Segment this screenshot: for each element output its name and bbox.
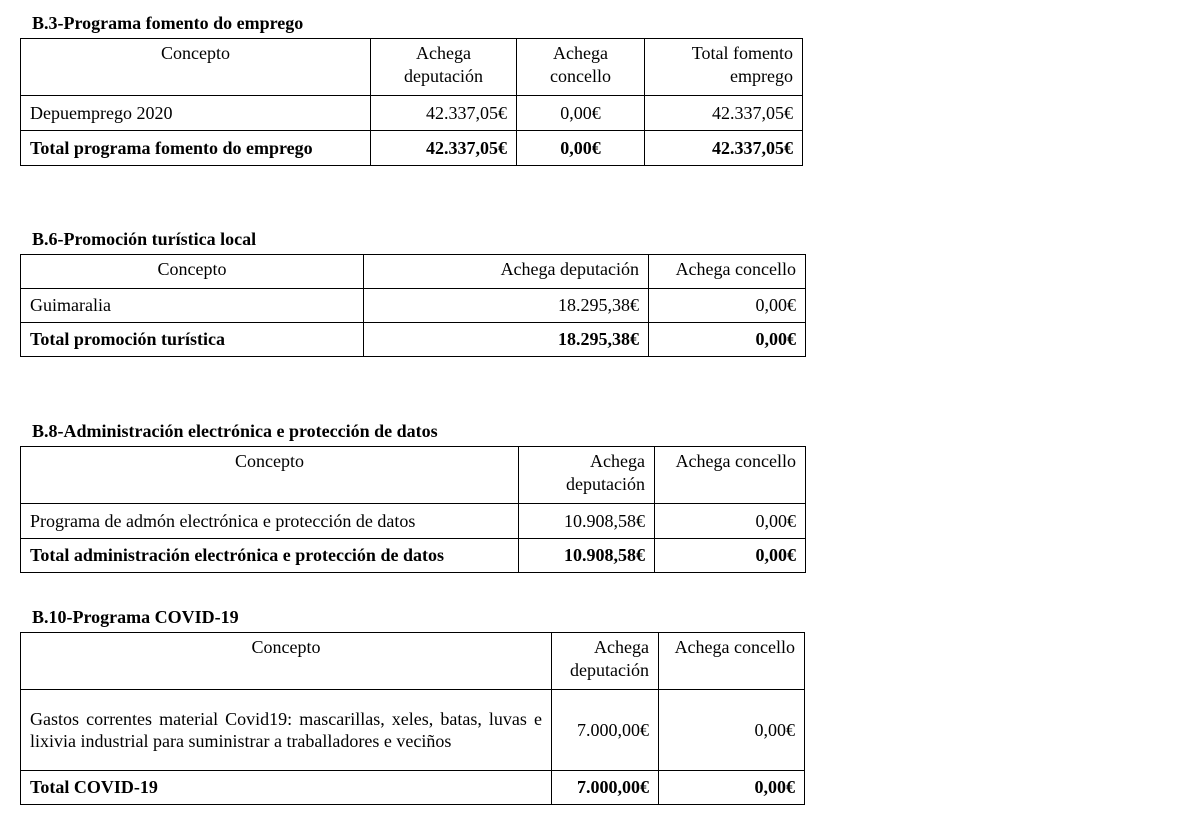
cell-total-deputacion: 7.000,00€ [552,771,659,805]
table-row [21,504,806,539]
table-promocion-turistica [20,254,806,357]
header-achega-deputacion: Achega deputación [364,255,649,289]
table-fomento-emprego [20,38,803,166]
cell-achega-concello: 0,00€ [517,96,645,131]
cell-total-deputacion: 18.295,38€ [364,323,649,357]
header-achega-concello: Achega concello [517,39,645,96]
cell-achega-deputacion: 42.337,05€ [371,96,517,131]
table-row [21,690,805,771]
cell-total-label: Total COVID-19 [21,771,552,805]
header-achega-concello: Achega concello [649,255,806,289]
total-row [21,771,805,805]
section-title-b3: B.3-Programa fomento do emprego [32,13,304,33]
header-achega-deputacion: Achega deputación [371,39,517,96]
cell-achega-concello: 0,00€ [649,289,806,323]
cell-total-concello: 0,00€ [517,131,645,166]
total-row [21,539,806,573]
header-concepto: Concepto [21,39,371,96]
section-title-b10: B.10-Programa COVID-19 [32,607,239,627]
cell-total-deputacion: 10.908,58€ [519,539,655,573]
table-header-row [21,39,803,96]
cell-concepto: Guimaralia [21,289,364,323]
cell-achega-concello: 0,00€ [659,690,805,771]
header-achega-concello: Achega concello [659,633,805,690]
cell-total-total: 42.337,05€ [645,131,803,166]
cell-total-label: Total programa fomento do emprego [21,131,371,166]
cell-total-concello: 0,00€ [659,771,805,805]
header-concepto: Concepto [21,633,552,690]
cell-total-concello: 0,00€ [649,323,806,357]
cell-achega-deputacion: 7.000,00€ [552,690,659,771]
cell-total: 42.337,05€ [645,96,803,131]
header-total-fomento-emprego: Total fomento emprego [645,39,803,96]
table-header-row [21,633,805,690]
cell-concepto: Depuemprego 2020 [21,96,371,131]
cell-achega-concello: 0,00€ [655,504,806,539]
total-row [21,323,806,357]
cell-total-label: Total promoción turística [21,323,364,357]
cell-achega-deputacion: 18.295,38€ [364,289,649,323]
header-achega-concello: Achega concello [655,447,806,504]
table-covid-19 [20,632,805,805]
table-administracion-electronica [20,446,806,573]
total-row [21,131,803,166]
cell-total-label: Total administración electrónica e protección de datos [21,539,519,573]
cell-achega-deputacion: 10.908,58€ [519,504,655,539]
table-row [21,96,803,131]
cell-concepto: Gastos correntes material Covid19: mascarillas, xeles, batas, luvas e lixivia industrial para suministrar a traballadores e veciños [21,690,552,771]
table-header-row [21,255,806,289]
header-concepto: Concepto [21,255,364,289]
cell-total-concello: 0,00€ [655,539,806,573]
cell-concepto: Programa de admón electrónica e protección de datos [21,504,519,539]
table-header-row [21,447,806,504]
header-achega-deputacion: Achega deputación [552,633,659,690]
header-achega-deputacion: Achega deputación [519,447,655,504]
section-title-b8: B.8-Administración electrónica e protección de datos [32,421,438,441]
cell-total-deputacion: 42.337,05€ [371,131,517,166]
header-concepto: Concepto [21,447,519,504]
section-title-b6: B.6-Promoción turística local [32,229,257,249]
table-row [21,289,806,323]
